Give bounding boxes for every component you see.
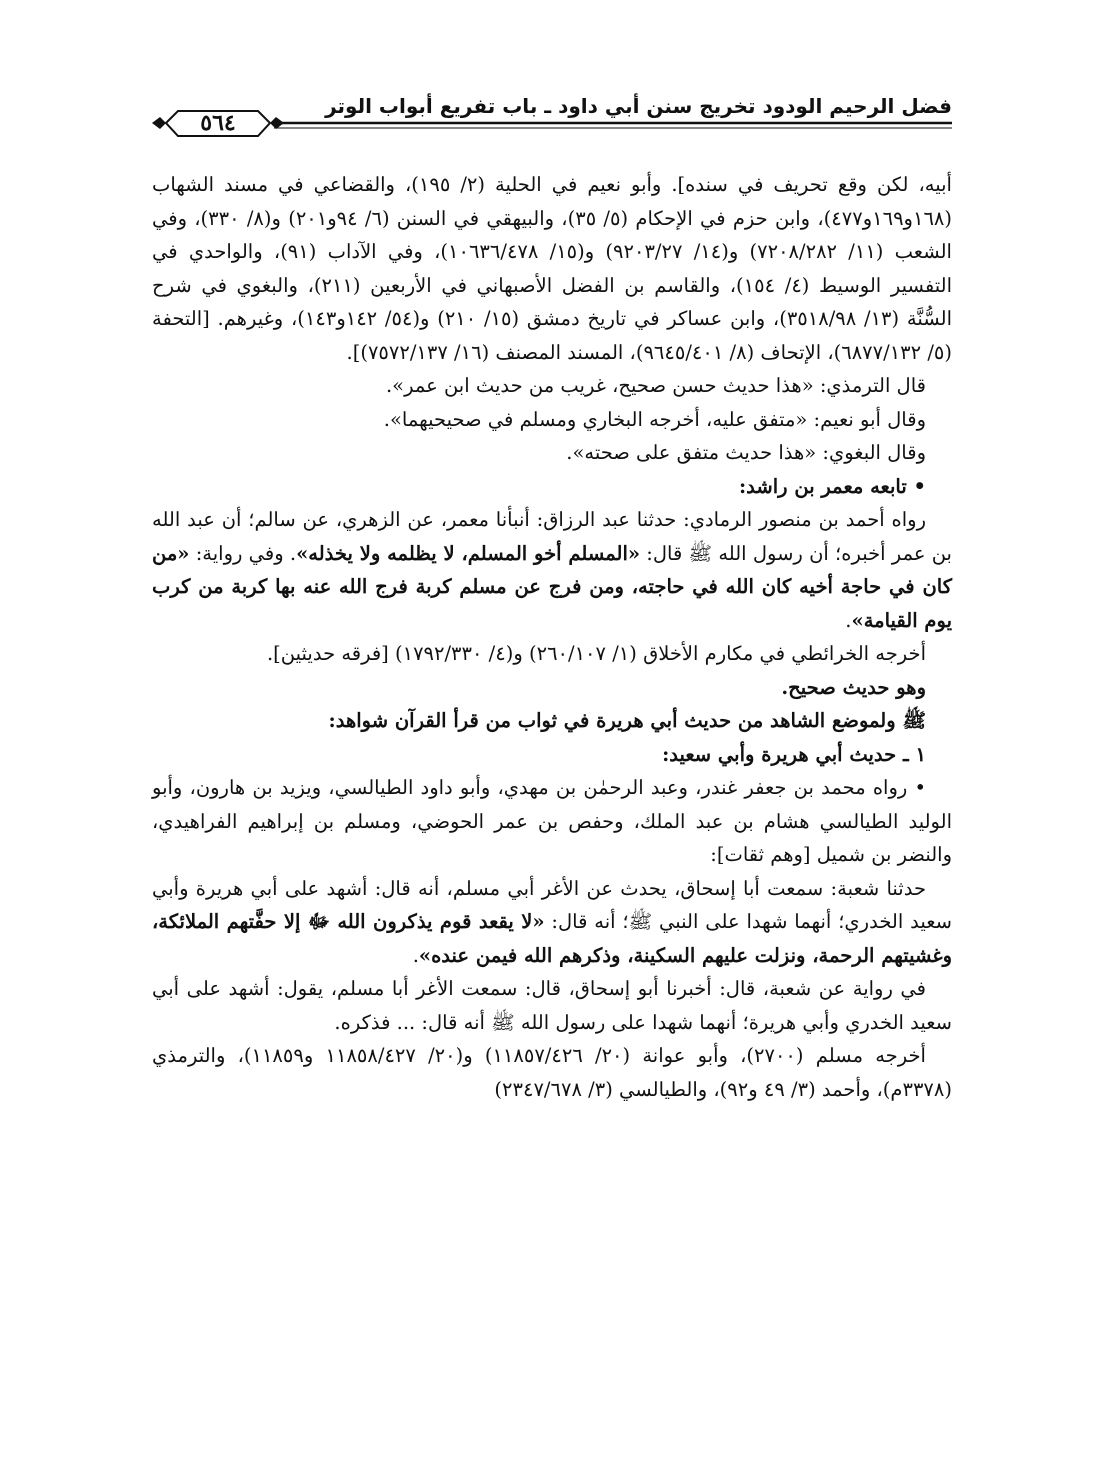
paragraph-takhrij: أبيه، لكن وقع تحريف في سنده]. وأبو نعيم في الحلية (٢/ ١٩٥)، والقضاعي في مسند الشهاب (١٦٨و١٦٩و٤٧٧)، وابن حزم في الإحكام (٥/ ٣٥)، والبيهقي في السنن (٦/ ٩٤و٢٠١) و(٨/ ٣٣٠)، وفي الشعب (١١/ ٧٢٠٨/٢٨٢) و(١٤/ ٩٢٠٣/٢٧) و(١٥/ ١٠٦٣٦/٤٧٨)، وفي الآداب (٩١)، والواحدي في التفسير الوسيط (٤/ ١٥٤)، والقاسم بن الفضل الأصبهاني في الأربعين (٢١١)، والبغوي في شرح السُّنَّة (١٣/ ٣٥١٨/٩٨)، وابن عساكر في تاريخ دمشق (١٥/ ٢١٠) و(٥٤/ ١٤٢و١٤٣)، وغيرهم. [التحفة (٥/ ٦٨٧٧/١٣٢)، الإتحاف (٨/ ٩٦٤٥/٤٠١)، المسند المصنف (١٦/ ٧٥٧٢/١٣٧)]. bbox=[152, 173, 952, 364]
text-run: رواه أحمد بن منصور الرمادي: حدثنا عبد الرزاق: أنبأنا معمر، عن الزهري، عن سالم؛ أن عبد الله بن عمر أخبره؛ أن رسول الله ﷺ قال: bbox=[152, 508, 952, 565]
paragraph-riwaya: في رواية عن شعبة، قال: أخبرنا أبو إسحاق، قال: سمعت الأغر أبا مسلم، يقول: أشهد على أبي سعيد الخدري وأبي هريرة؛ أنهما شهدا على رسول الله ﷺ أنه قال: ... فذكره. bbox=[152, 977, 952, 1034]
hadith-quote: «من كان في حاجة أخيه كان الله في حاجته، ومن فرج عن مسلم كربة فرج الله عنه بها كربة من كرب يوم القيامة» bbox=[152, 541, 952, 632]
paragraph-abu-nuaym: وقال أبو نعيم: «متفق عليه، أخرجه البخاري ومسلم في صحيحيهما». bbox=[383, 407, 926, 431]
text-run: . bbox=[412, 943, 419, 967]
hadith-quote: «لا يقعد قوم يذكرون الله ﷻ إلا حفَّتهم الملائكة، وغشيتهم الرحمة، ونزلت عليهم السكينة، وذكرهم الله فيمن عنده» bbox=[152, 910, 952, 967]
section-heading-hadith-1: ١ ـ حديث أبي هريرة وأبي سعيد: bbox=[662, 742, 926, 766]
section-heading-mamar: • تابعه معمر بن راشد: bbox=[738, 474, 926, 498]
text-run: . وفي رواية: bbox=[189, 541, 297, 565]
page-body bbox=[152, 168, 952, 1106]
paragraph-baghawi: وقال البغوي: «هذا حديث متفق على صحته». bbox=[566, 441, 926, 464]
page-number-badge bbox=[152, 108, 272, 138]
text-run: . bbox=[845, 608, 852, 632]
paragraph-shuba bbox=[152, 872, 952, 973]
paragraph-muslim: أخرجه مسلم (٢٧٠٠)، وأبو عوانة (٢٠/ ١١٨٥٧/٤٢٦) و(٢٠/ ١١٨٥٨/٤٢٧ و١١٨٥٩)، والترمذي (٣٣٧٨م)، وأحمد (٣/ ٤٩ و٩٢)، والطيالسي (٣/ ٢٣٤٧/٦٧٨) bbox=[152, 1044, 952, 1101]
section-heading-shawahid: ﷺ ولموضع الشاهد من حديث أبي هريرة في ثواب من قرأ القرآن شواهد: bbox=[328, 709, 926, 732]
paragraph-narrators: • رواه محمد بن جعفر غندر، وعبد الرحمٰن بن مهدي، وأبو داود الطيالسي، ويزيد بن هارون، وأبو الوليد الطيالسي هشام بن عبد الملك، وحفص بن عمر الحوضي، ومسلم بن إبراهيم الفراهيدي، والنضر بن شميل [وهم ثقات]: bbox=[152, 776, 952, 866]
running-title: فضل الرحيم الودود تخريج سنن أبي داود ـ باب تفريع أبواب الوتر bbox=[325, 94, 952, 118]
paragraph-verdict: وهو حديث صحيح. bbox=[781, 675, 926, 699]
page-header bbox=[152, 88, 952, 140]
hadith-quote: «المسلم أخو المسلم، لا يظلمه ولا يخذله» bbox=[296, 541, 641, 565]
paragraph-ramadi bbox=[152, 503, 952, 637]
page-number: ٥٦٤ bbox=[200, 110, 236, 136]
paragraph-kharaiti: أخرجه الخرائطي في مكارم الأخلاق (١/ ٢٦٠/١٠٧) و(٤/ ١٧٩٢/٣٣٠) [فرقه حديثين]. bbox=[266, 642, 926, 665]
text-run: حدثنا شعبة: سمعت أبا إسحاق، يحدث عن الأغر أبي مسلم، أنه قال: أشهد على أبي هريرة وأبي سعيد الخدري؛ أنهما شهدا على النبي ﷺ؛ أنه قال: bbox=[152, 876, 952, 933]
paragraph-tirmidhi: قال الترمذي: «هذا حديث حسن صحيح، غريب من حديث ابن عمر». bbox=[385, 374, 926, 397]
